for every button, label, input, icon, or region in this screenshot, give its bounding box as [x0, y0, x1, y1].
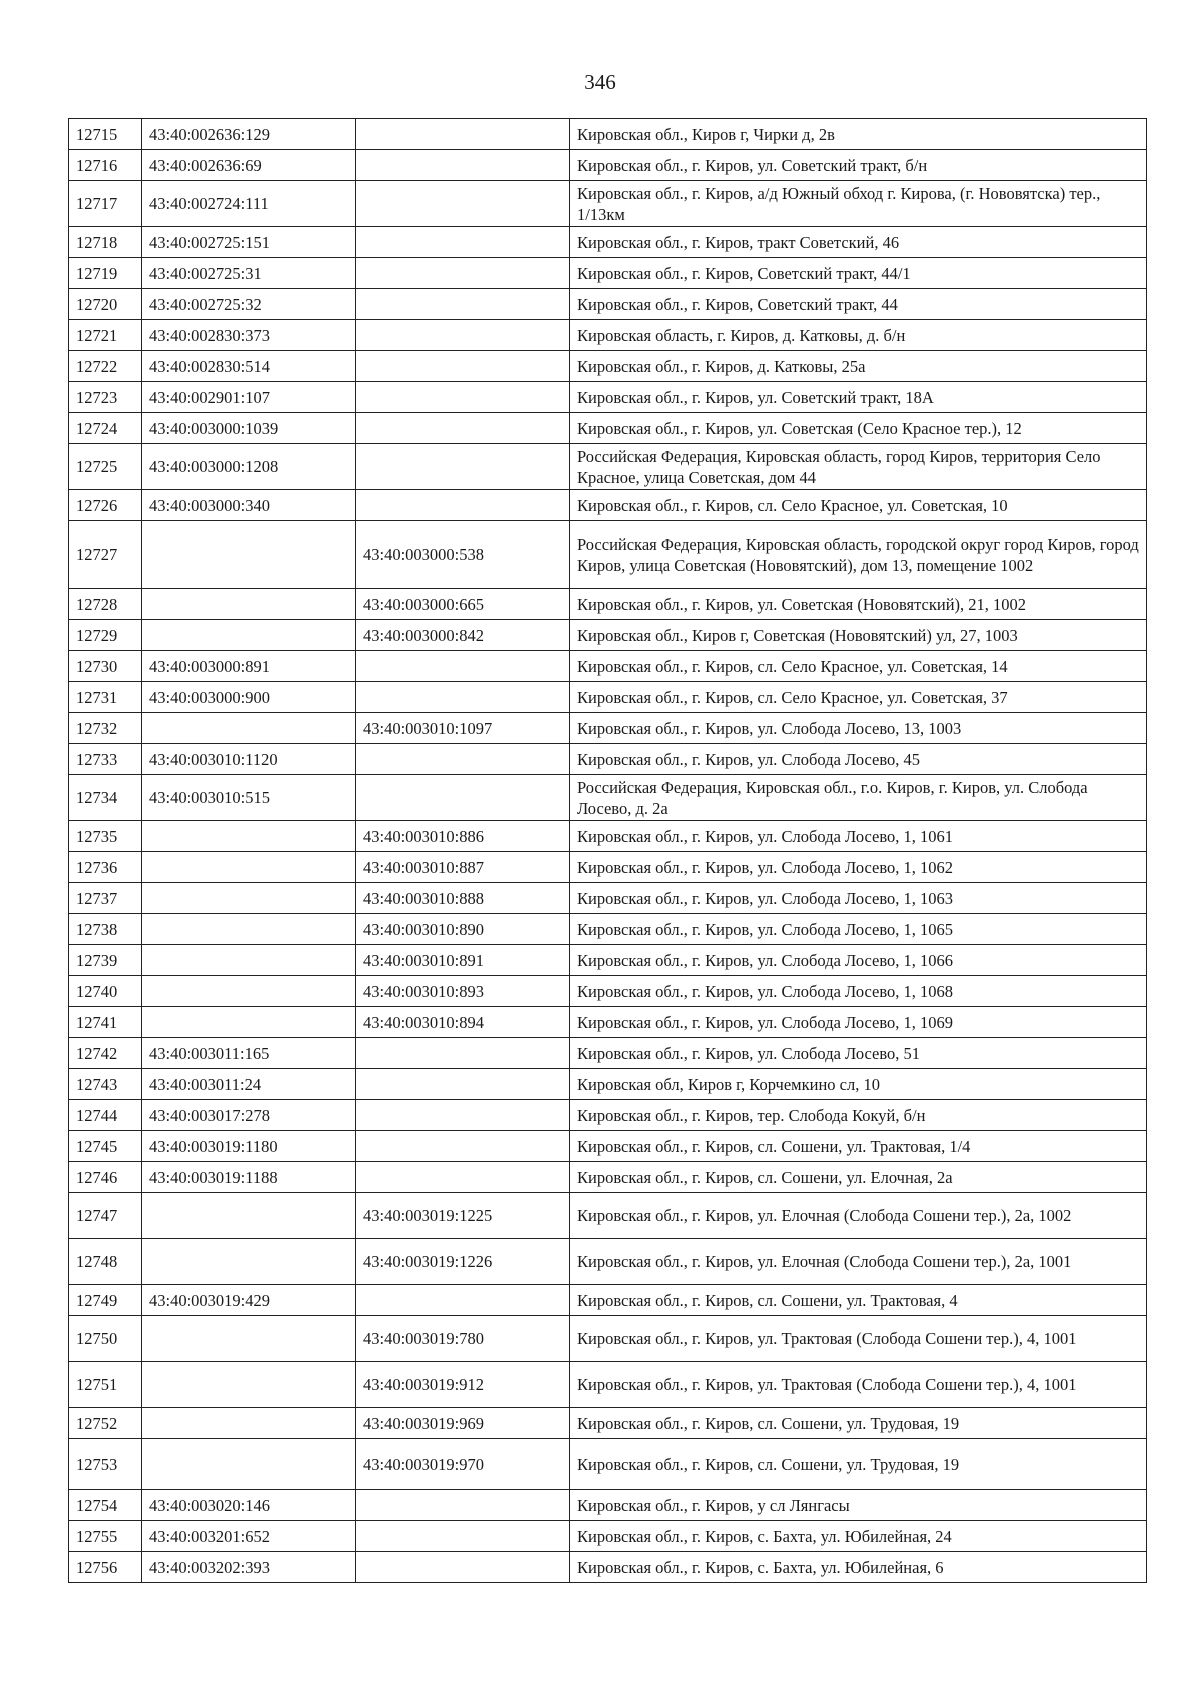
premises-cadastral-number-cell	[356, 1131, 570, 1162]
address-cell: Кировская обл., г. Киров, ул. Слобода Лосево, 1, 1062	[570, 852, 1147, 883]
row-number-cell: 12745	[69, 1131, 142, 1162]
row-number-cell: 12726	[69, 490, 142, 521]
table-row	[69, 444, 1147, 490]
land-cadastral-number-cell: 43:40:002724:111	[142, 181, 356, 227]
land-cadastral-number-cell: 43:40:003020:146	[142, 1490, 356, 1521]
address-cell: Кировская обл., г. Киров, ул. Советский тракт, 18А	[570, 382, 1147, 413]
table-row	[69, 744, 1147, 775]
table-row	[69, 945, 1147, 976]
row-number-cell: 12719	[69, 258, 142, 289]
premises-cadastral-number-cell	[356, 775, 570, 821]
land-cadastral-number-cell	[142, 1007, 356, 1038]
premises-cadastral-number-cell	[356, 1521, 570, 1552]
premises-cadastral-number-cell	[356, 1285, 570, 1316]
address-cell: Кировская обл., г. Киров, сл. Сошени, ул. Трактовая, 1/4	[570, 1131, 1147, 1162]
land-cadastral-number-cell: 43:40:003019:1180	[142, 1131, 356, 1162]
table-row	[69, 1362, 1147, 1408]
premises-cadastral-number-cell	[356, 413, 570, 444]
address-cell: Кировская обл, Киров г, Корчемкино сл, 10	[570, 1069, 1147, 1100]
address-cell: Кировская обл., г. Киров, ул. Слобода Лосево, 1, 1061	[570, 821, 1147, 852]
row-number-cell: 12730	[69, 651, 142, 682]
address-cell: Кировская обл., г. Киров, ул. Слобода Лосево, 1, 1066	[570, 945, 1147, 976]
land-cadastral-number-cell	[142, 914, 356, 945]
table-row	[69, 1069, 1147, 1100]
address-cell: Кировская обл., г. Киров, у сл Лянгасы	[570, 1490, 1147, 1521]
row-number-cell: 12715	[69, 119, 142, 150]
row-number-cell: 12741	[69, 1007, 142, 1038]
land-cadastral-number-cell	[142, 713, 356, 744]
table-row	[69, 1193, 1147, 1239]
table-row	[69, 651, 1147, 682]
table-row	[69, 1038, 1147, 1069]
row-number-cell: 12722	[69, 351, 142, 382]
address-cell: Кировская область, г. Киров, д. Катковы, д. б/н	[570, 320, 1147, 351]
address-cell: Кировская обл., г. Киров, Советский тракт, 44/1	[570, 258, 1147, 289]
table-row	[69, 181, 1147, 227]
address-cell: Кировская обл., г. Киров, ул. Елочная (Слобода Сошени тер.), 2а, 1002	[570, 1193, 1147, 1239]
address-cell: Кировская обл., г. Киров, с. Бахта, ул. Юбилейная, 24	[570, 1521, 1147, 1552]
premises-cadastral-number-cell	[356, 351, 570, 382]
address-cell: Российская Федерация, Кировская область, город Киров, территория Село Красное, улица Советская, дом 44	[570, 444, 1147, 490]
land-cadastral-number-cell: 43:40:003017:278	[142, 1100, 356, 1131]
table-row	[69, 1162, 1147, 1193]
table-row	[69, 289, 1147, 320]
premises-cadastral-number-cell	[356, 1162, 570, 1193]
land-cadastral-number-cell	[142, 1239, 356, 1285]
table-row	[69, 150, 1147, 181]
address-cell: Кировская обл., Киров г, Чирки д, 2в	[570, 119, 1147, 150]
premises-cadastral-number-cell: 43:40:003019:780	[356, 1316, 570, 1362]
row-number-cell: 12737	[69, 883, 142, 914]
row-number-cell: 12735	[69, 821, 142, 852]
row-number-cell: 12734	[69, 775, 142, 821]
premises-cadastral-number-cell: 43:40:003010:888	[356, 883, 570, 914]
address-cell: Кировская обл., г. Киров, ул. Трактовая (Слобода Сошени тер.), 4, 1001	[570, 1362, 1147, 1408]
row-number-cell: 12756	[69, 1552, 142, 1583]
premises-cadastral-number-cell	[356, 181, 570, 227]
premises-cadastral-number-cell: 43:40:003019:970	[356, 1439, 570, 1490]
table-row	[69, 351, 1147, 382]
address-cell: Кировская обл., г. Киров, сл. Сошени, ул. Елочная, 2а	[570, 1162, 1147, 1193]
table-row	[69, 852, 1147, 883]
address-cell: Кировская обл., г. Киров, ул. Трактовая (Слобода Сошени тер.), 4, 1001	[570, 1316, 1147, 1362]
land-cadastral-number-cell: 43:40:003000:900	[142, 682, 356, 713]
table-row	[69, 1285, 1147, 1316]
table-row	[69, 976, 1147, 1007]
registry-table-body	[69, 119, 1147, 1583]
land-cadastral-number-cell: 43:40:003000:1208	[142, 444, 356, 490]
row-number-cell: 12748	[69, 1239, 142, 1285]
table-row	[69, 1521, 1147, 1552]
premises-cadastral-number-cell	[356, 744, 570, 775]
land-cadastral-number-cell: 43:40:003011:24	[142, 1069, 356, 1100]
table-row	[69, 382, 1147, 413]
table-row	[69, 1131, 1147, 1162]
premises-cadastral-number-cell	[356, 490, 570, 521]
land-cadastral-number-cell	[142, 1193, 356, 1239]
premises-cadastral-number-cell: 43:40:003000:842	[356, 620, 570, 651]
premises-cadastral-number-cell: 43:40:003010:886	[356, 821, 570, 852]
address-cell: Кировская обл., г. Киров, ул. Советский тракт, б/н	[570, 150, 1147, 181]
premises-cadastral-number-cell: 43:40:003019:1225	[356, 1193, 570, 1239]
table-row	[69, 1490, 1147, 1521]
row-number-cell: 12736	[69, 852, 142, 883]
table-row	[69, 713, 1147, 744]
land-cadastral-number-cell	[142, 883, 356, 914]
address-cell: Кировская обл., г. Киров, а/д Южный обход г. Кирова, (г. Нововятска) тер., 1/13км	[570, 181, 1147, 227]
address-cell: Кировская обл., г. Киров, Советский тракт, 44	[570, 289, 1147, 320]
premises-cadastral-number-cell	[356, 1069, 570, 1100]
table-row	[69, 1100, 1147, 1131]
row-number-cell: 12732	[69, 713, 142, 744]
table-row	[69, 1439, 1147, 1490]
premises-cadastral-number-cell	[356, 119, 570, 150]
registry-table	[68, 118, 1147, 1583]
table-row	[69, 320, 1147, 351]
land-cadastral-number-cell: 43:40:003010:1120	[142, 744, 356, 775]
address-cell: Кировская обл., г. Киров, д. Катковы, 25а	[570, 351, 1147, 382]
table-row	[69, 589, 1147, 620]
premises-cadastral-number-cell	[356, 651, 570, 682]
premises-cadastral-number-cell: 43:40:003000:538	[356, 521, 570, 589]
row-number-cell: 12752	[69, 1408, 142, 1439]
land-cadastral-number-cell	[142, 589, 356, 620]
land-cadastral-number-cell: 43:40:003201:652	[142, 1521, 356, 1552]
page-number: 346	[584, 70, 616, 94]
row-number-cell: 12742	[69, 1038, 142, 1069]
land-cadastral-number-cell: 43:40:002830:373	[142, 320, 356, 351]
row-number-cell: 12718	[69, 227, 142, 258]
address-cell: Кировская обл., г. Киров, сл. Сошени, ул. Трактовая, 4	[570, 1285, 1147, 1316]
land-cadastral-number-cell: 43:40:003019:1188	[142, 1162, 356, 1193]
land-cadastral-number-cell: 43:40:002636:69	[142, 150, 356, 181]
premises-cadastral-number-cell: 43:40:003010:890	[356, 914, 570, 945]
row-number-cell: 12744	[69, 1100, 142, 1131]
land-cadastral-number-cell: 43:40:002901:107	[142, 382, 356, 413]
row-number-cell: 12716	[69, 150, 142, 181]
premises-cadastral-number-cell	[356, 1552, 570, 1583]
row-number-cell: 12720	[69, 289, 142, 320]
table-row	[69, 883, 1147, 914]
row-number-cell: 12727	[69, 521, 142, 589]
land-cadastral-number-cell	[142, 1439, 356, 1490]
premises-cadastral-number-cell	[356, 258, 570, 289]
row-number-cell: 12749	[69, 1285, 142, 1316]
row-number-cell: 12725	[69, 444, 142, 490]
premises-cadastral-number-cell	[356, 1490, 570, 1521]
land-cadastral-number-cell	[142, 1362, 356, 1408]
table-row	[69, 227, 1147, 258]
address-cell: Кировская обл., г. Киров, сл. Село Красное, ул. Советская, 10	[570, 490, 1147, 521]
row-number-cell: 12721	[69, 320, 142, 351]
land-cadastral-number-cell: 43:40:002725:31	[142, 258, 356, 289]
row-number-cell: 12738	[69, 914, 142, 945]
premises-cadastral-number-cell: 43:40:003010:894	[356, 1007, 570, 1038]
premises-cadastral-number-cell: 43:40:003019:912	[356, 1362, 570, 1408]
premises-cadastral-number-cell: 43:40:003010:887	[356, 852, 570, 883]
land-cadastral-number-cell: 43:40:003000:1039	[142, 413, 356, 444]
address-cell: Кировская обл., Киров г, Советская (Нововятский) ул, 27, 1003	[570, 620, 1147, 651]
land-cadastral-number-cell: 43:40:003010:515	[142, 775, 356, 821]
table-row	[69, 682, 1147, 713]
premises-cadastral-number-cell: 43:40:003010:1097	[356, 713, 570, 744]
row-number-cell: 12751	[69, 1362, 142, 1408]
row-number-cell: 12739	[69, 945, 142, 976]
row-number-cell: 12747	[69, 1193, 142, 1239]
row-number-cell: 12723	[69, 382, 142, 413]
premises-cadastral-number-cell	[356, 289, 570, 320]
row-number-cell: 12755	[69, 1521, 142, 1552]
premises-cadastral-number-cell	[356, 1038, 570, 1069]
premises-cadastral-number-cell: 43:40:003010:893	[356, 976, 570, 1007]
table-row	[69, 1408, 1147, 1439]
row-number-cell: 12728	[69, 589, 142, 620]
land-cadastral-number-cell: 43:40:003000:891	[142, 651, 356, 682]
land-cadastral-number-cell: 43:40:003202:393	[142, 1552, 356, 1583]
land-cadastral-number-cell	[142, 945, 356, 976]
table-row	[69, 1316, 1147, 1362]
premises-cadastral-number-cell	[356, 1100, 570, 1131]
land-cadastral-number-cell	[142, 521, 356, 589]
address-cell: Кировская обл., г. Киров, ул. Елочная (Слобода Сошени тер.), 2а, 1001	[570, 1239, 1147, 1285]
premises-cadastral-number-cell	[356, 382, 570, 413]
address-cell: Кировская обл., г. Киров, ул. Слобода Лосево, 1, 1063	[570, 883, 1147, 914]
land-cadastral-number-cell: 43:40:002725:151	[142, 227, 356, 258]
premises-cadastral-number-cell: 43:40:003010:891	[356, 945, 570, 976]
premises-cadastral-number-cell	[356, 682, 570, 713]
address-cell: Кировская обл., г. Киров, ул. Слобода Лосево, 45	[570, 744, 1147, 775]
row-number-cell: 12753	[69, 1439, 142, 1490]
table-row	[69, 521, 1147, 589]
table-row	[69, 413, 1147, 444]
premises-cadastral-number-cell	[356, 227, 570, 258]
address-cell: Кировская обл., г. Киров, сл. Сошени, ул. Трудовая, 19	[570, 1408, 1147, 1439]
premises-cadastral-number-cell	[356, 444, 570, 490]
row-number-cell: 12754	[69, 1490, 142, 1521]
land-cadastral-number-cell	[142, 821, 356, 852]
address-cell: Кировская обл., г. Киров, сл. Сошени, ул. Трудовая, 19	[570, 1439, 1147, 1490]
address-cell: Кировская обл., г. Киров, с. Бахта, ул. Юбилейная, 6	[570, 1552, 1147, 1583]
table-row	[69, 1239, 1147, 1285]
address-cell: Кировская обл., г. Киров, ул. Слобода Лосево, 51	[570, 1038, 1147, 1069]
land-cadastral-number-cell: 43:40:002636:129	[142, 119, 356, 150]
address-cell: Кировская обл., г. Киров, тракт Советский, 46	[570, 227, 1147, 258]
land-cadastral-number-cell: 43:40:003011:165	[142, 1038, 356, 1069]
address-cell: Кировская обл., г. Киров, ул. Советская (Село Красное тер.), 12	[570, 413, 1147, 444]
premises-cadastral-number-cell: 43:40:003000:665	[356, 589, 570, 620]
address-cell: Кировская обл., г. Киров, сл. Село Красное, ул. Советская, 14	[570, 651, 1147, 682]
premises-cadastral-number-cell	[356, 320, 570, 351]
row-number-cell: 12743	[69, 1069, 142, 1100]
land-cadastral-number-cell: 43:40:002725:32	[142, 289, 356, 320]
premises-cadastral-number-cell: 43:40:003019:969	[356, 1408, 570, 1439]
land-cadastral-number-cell: 43:40:003019:429	[142, 1285, 356, 1316]
land-cadastral-number-cell	[142, 1408, 356, 1439]
row-number-cell: 12750	[69, 1316, 142, 1362]
address-cell: Кировская обл., г. Киров, ул. Слобода Лосево, 1, 1069	[570, 1007, 1147, 1038]
row-number-cell: 12717	[69, 181, 142, 227]
table-row	[69, 1007, 1147, 1038]
address-cell: Кировская обл., г. Киров, ул. Слобода Лосево, 13, 1003	[570, 713, 1147, 744]
row-number-cell: 12729	[69, 620, 142, 651]
row-number-cell: 12740	[69, 976, 142, 1007]
land-cadastral-number-cell	[142, 976, 356, 1007]
table-row	[69, 1552, 1147, 1583]
land-cadastral-number-cell: 43:40:003000:340	[142, 490, 356, 521]
premises-cadastral-number-cell: 43:40:003019:1226	[356, 1239, 570, 1285]
address-cell: Кировская обл., г. Киров, сл. Село Красное, ул. Советская, 37	[570, 682, 1147, 713]
table-row	[69, 620, 1147, 651]
table-row	[69, 119, 1147, 150]
table-row	[69, 914, 1147, 945]
row-number-cell: 12733	[69, 744, 142, 775]
address-cell: Кировская обл., г. Киров, ул. Слобода Лосево, 1, 1065	[570, 914, 1147, 945]
row-number-cell: 12746	[69, 1162, 142, 1193]
table-row	[69, 775, 1147, 821]
table-row	[69, 258, 1147, 289]
land-cadastral-number-cell: 43:40:002830:514	[142, 351, 356, 382]
table-row	[69, 490, 1147, 521]
address-cell: Кировская обл., г. Киров, ул. Советская (Нововятский), 21, 1002	[570, 589, 1147, 620]
table-row	[69, 821, 1147, 852]
land-cadastral-number-cell	[142, 852, 356, 883]
land-cadastral-number-cell	[142, 1316, 356, 1362]
address-cell: Российская Федерация, Кировская обл., г.о. Киров, г. Киров, ул. Слобода Лосево, д. 2а	[570, 775, 1147, 821]
premises-cadastral-number-cell	[356, 150, 570, 181]
address-cell: Кировская обл., г. Киров, ул. Слобода Лосево, 1, 1068	[570, 976, 1147, 1007]
land-cadastral-number-cell	[142, 620, 356, 651]
row-number-cell: 12731	[69, 682, 142, 713]
row-number-cell: 12724	[69, 413, 142, 444]
address-cell: Кировская обл., г. Киров, тер. Слобода Кокуй, б/н	[570, 1100, 1147, 1131]
address-cell: Российская Федерация, Кировская область, городской округ город Киров, город Киров, улица Советская (Нововятский), дом 13, помещение 1002	[570, 521, 1147, 589]
